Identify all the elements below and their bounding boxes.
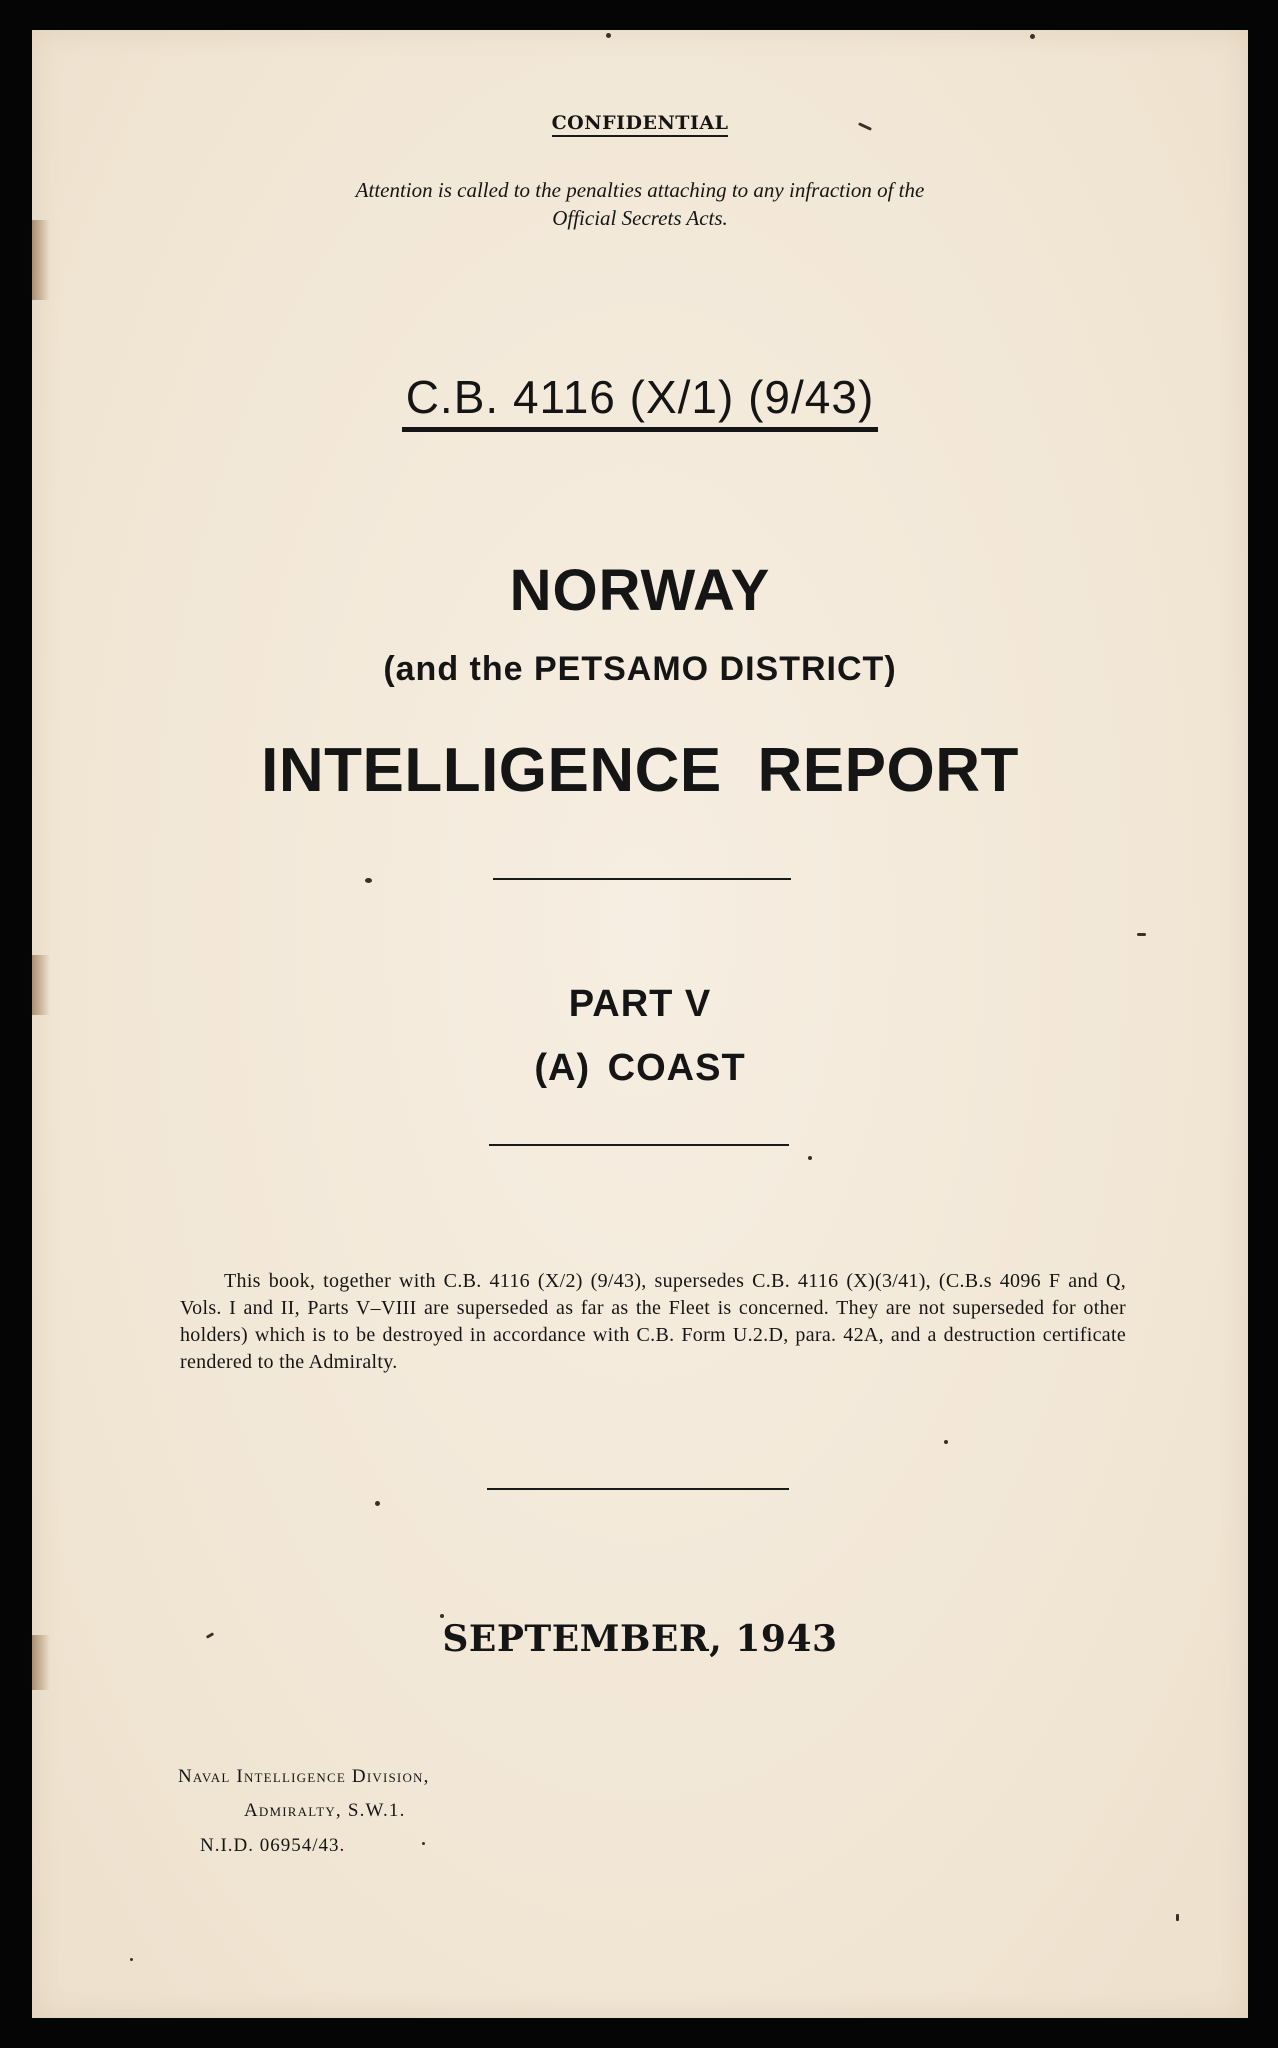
edge-stain bbox=[32, 220, 50, 300]
document-title: NORWAY bbox=[509, 558, 771, 623]
warning-line-2: Official Secrets Acts. bbox=[552, 206, 728, 230]
paper-speck bbox=[1030, 34, 1035, 39]
warning-line-1: Attention is called to the penalties attaching to any infraction of the bbox=[355, 178, 925, 202]
paper-speck bbox=[130, 1958, 133, 1961]
paper-speck bbox=[1137, 933, 1146, 936]
report-type-heading: INTELLIGENCE REPORT bbox=[261, 736, 1019, 805]
document-page bbox=[32, 30, 1248, 2018]
paper-speck bbox=[808, 1156, 812, 1160]
paper-speck bbox=[606, 33, 611, 38]
document-subtitle: (and the PETSAMO DISTRICT) bbox=[383, 650, 897, 688]
paper-speck bbox=[375, 1501, 380, 1506]
classification-text: CONFIDENTIAL bbox=[552, 112, 729, 137]
supersession-notice: This book, together with C.B. 4116 (X/2) (9/43), supersedes C.B. 4116 (X)(3/41), (C.B.s 4096 F and Q, Vols. I and II, Parts V–VIII are superseded as far as the Fleet is concerned. They are not superseded for other holders) which is to be destroyed in accordance with C.B. Form U.2.D, para. 42A, and a destruction certificate rendered to the Admiralty. bbox=[180, 1270, 1126, 1373]
paper-speck bbox=[422, 1842, 425, 1845]
paper-speck bbox=[440, 1614, 444, 1618]
official-secrets-warning bbox=[32, 176, 1248, 232]
nid-number: N.I.D. 06954/43. bbox=[200, 1835, 346, 1856]
classification-label bbox=[32, 112, 1248, 134]
section-heading: (A) COAST bbox=[534, 1047, 746, 1089]
document-reference bbox=[32, 370, 1248, 432]
paper-speck bbox=[944, 1440, 948, 1444]
division-name: Naval Intelligence Division, bbox=[178, 1766, 430, 1787]
divider-rule bbox=[493, 878, 791, 880]
paper-speck bbox=[1176, 1914, 1179, 1921]
division-address: Admiralty, S.W.1. bbox=[244, 1800, 406, 1821]
divider-rule bbox=[487, 1488, 789, 1490]
part-heading: PART V bbox=[568, 983, 712, 1025]
document-reference-text: C.B. 4116 (X/1) (9/43) bbox=[402, 370, 879, 432]
publication-date: SEPTEMBER, 1943 bbox=[442, 1618, 838, 1660]
divider-rule bbox=[489, 1144, 789, 1146]
paper-speck bbox=[365, 878, 372, 883]
